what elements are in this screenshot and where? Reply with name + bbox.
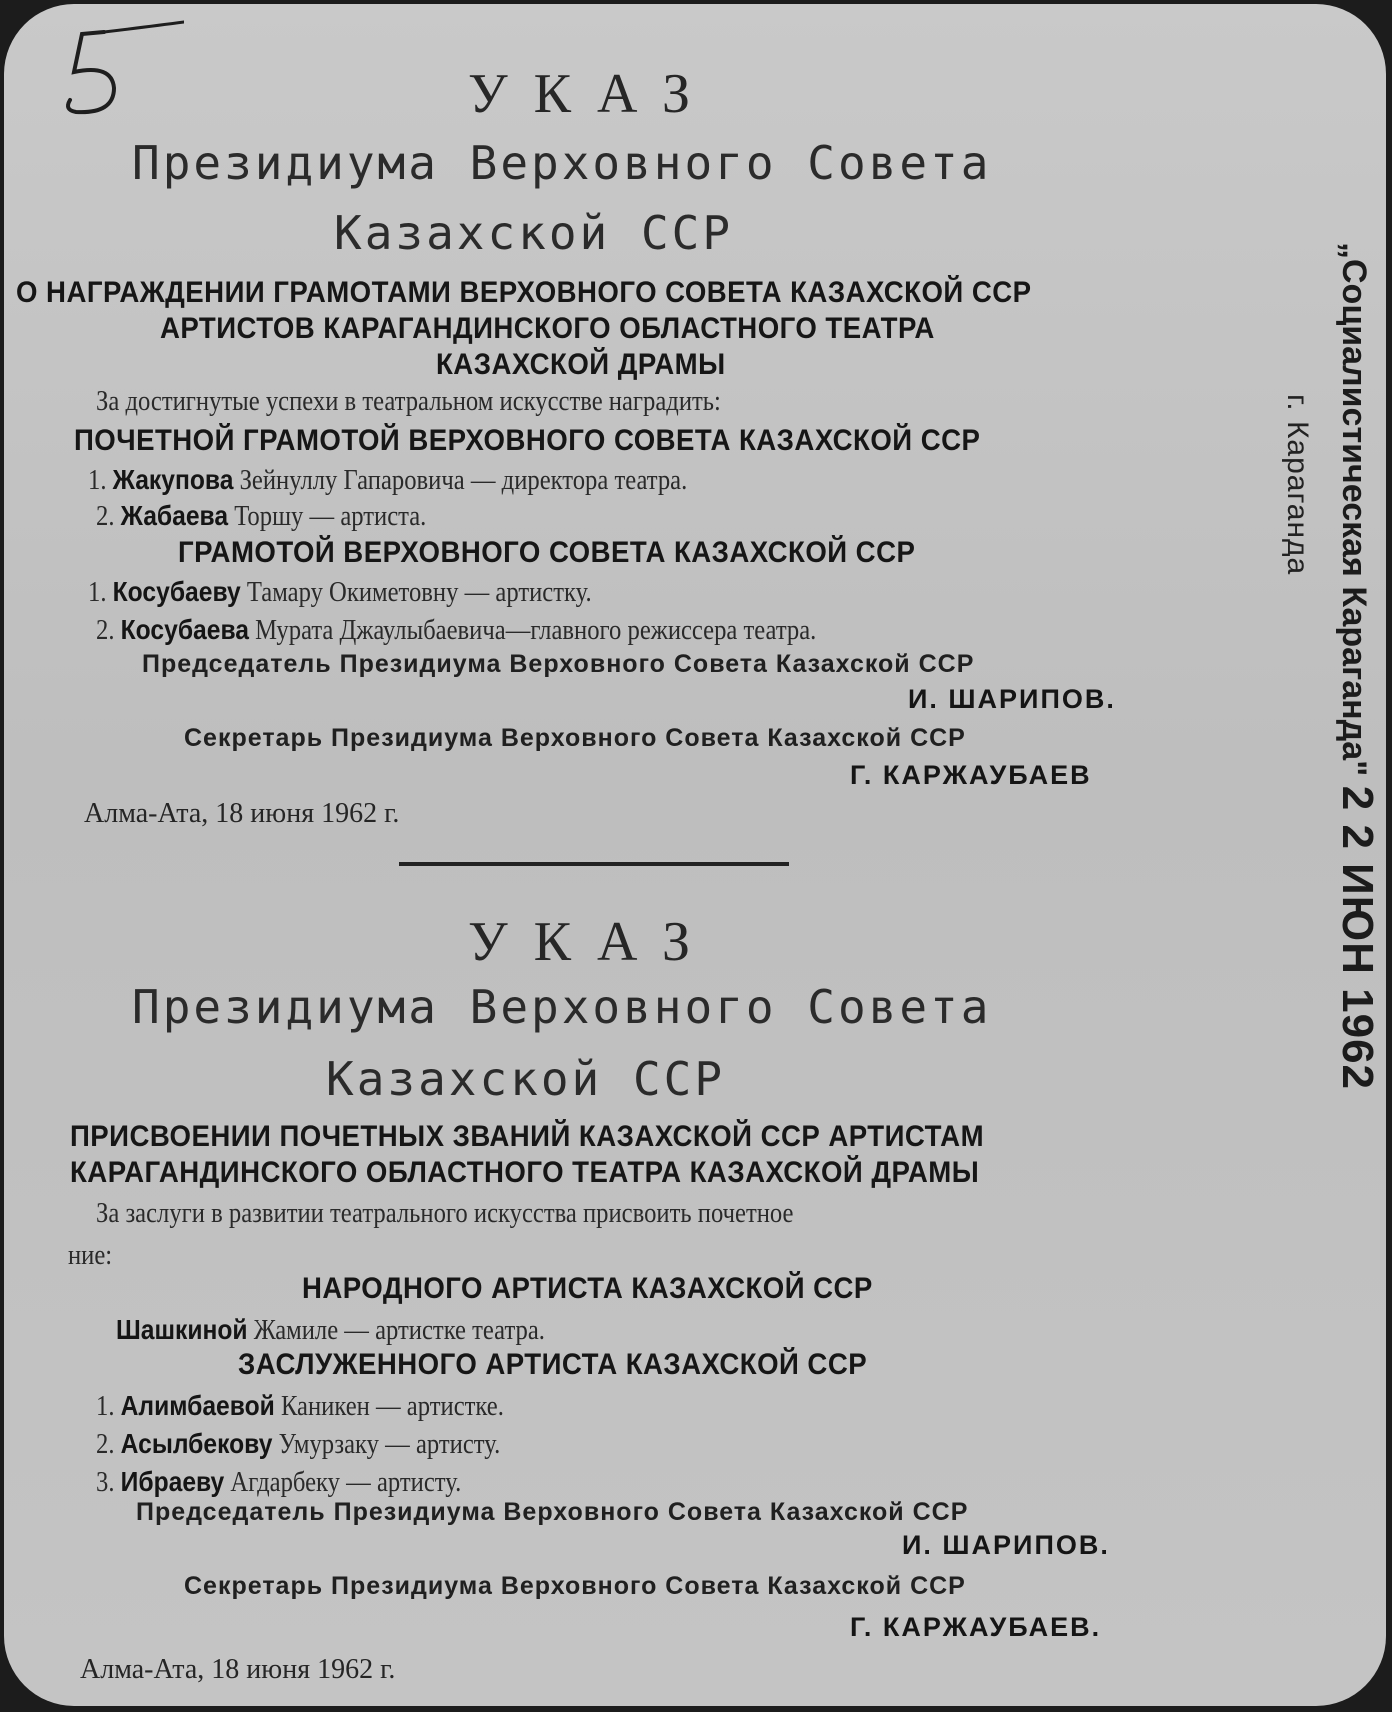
decree1-issuer-line1: Президиума Верховного Совета [132,136,992,190]
decree1-chairman-name: И. ШАРИПОВ. [908,684,1116,714]
decree1-award1-heading: ПОЧЕТНОЙ ГРАМОТОЙ ВЕРХОВНОГО СОВЕТА КАЗАХСКОЙ ССР [74,424,981,457]
decree2-subject-line1: ПРИСВОЕНИИ ПОЧЕТНЫХ ЗВАНИЙ КАЗАХСКОЙ ССР АРТИСТАМ [70,1120,985,1153]
decree2-title1-item: Шашкиной Жамиле — артистке театра. [116,1314,545,1346]
decree1-issuer-line2: Казахской ССР [334,206,734,260]
decree1-subject-line3: КАЗАХСКОЙ ДРАМЫ [436,348,726,381]
decree1-secretary-title: Секретарь Президиума Верховного Совета Казахской ССР [184,724,966,752]
decree2-place-date: Алма-Ата, 18 июня 1962 г. [80,1654,396,1685]
decree1-secretary-name: Г. КАРЖАУБАЕВ [850,760,1092,790]
decree2-title2-item: 2. Асылбекову Умурзаку — артисту. [96,1428,501,1460]
decree2-chairman-title: Председатель Президиума Верховного Совета Казахской ССР [136,1498,969,1526]
decree2-secretary-title: Секретарь Президиума Верховного Совета Казахской ССР [184,1572,966,1600]
decree1-subject-line1: О НАГРАЖДЕНИИ ГРАМОТАМИ ВЕРХОВНОГО СОВЕТА КАЗАХСКОЙ ССР [16,276,1032,309]
decree2-title1-heading: НАРОДНОГО АРТИСТА КАЗАХСКОЙ ССР [302,1272,873,1305]
decree1-place-date: Алма-Ата, 18 июня 1962 г. [84,798,400,829]
date-stamp: 2 2 ИЮН 1962 [1333,785,1382,1091]
decree2-intro-line1: За заслуги в развитии театрального искусства присвоить почетное [96,1198,794,1229]
decree2-issuer-line2: Казахской ССР [326,1052,726,1106]
decree2-secretary-name: Г. КАРЖАУБАЕВ. [850,1612,1102,1642]
decree2-intro-line2: ние: [68,1240,113,1271]
section-divider [399,862,789,866]
decree1-chairman-title: Председатель Президиума Верховного Совета Казахской ССР [142,650,975,678]
newspaper-title: „Социалистическая Караганда" [1335,242,1373,777]
handwritten-number-mark [34,14,184,124]
decree2-title2-item: 3. Ибраеву Агдарбеку — артисту. [96,1466,462,1498]
decree1-subject-line2: АРТИСТОВ КАРАГАНДИНСКОГО ОБЛАСТНОГО ТЕАТРА [160,312,935,345]
decree1-award1-item: 2. Жабаева Торшу — артиста. [96,500,427,532]
decree2-chairman-name: И. ШАРИПОВ. [902,1530,1110,1560]
newspaper-source-stamp [1332,242,1382,1090]
newspaper-city: г. Караганда [1281,394,1314,576]
decree1-award1-item: 1. Жакупова Зейнуллу Гапаровича — директора театра. [88,464,688,496]
decree2-title2-heading: ЗАСЛУЖЕННОГО АРТИСТА КАЗАХСКОЙ ССР [238,1348,868,1381]
decree2-title: УКАЗ [468,911,717,973]
decree1-award2-heading: ГРАМОТОЙ ВЕРХОВНОГО СОВЕТА КАЗАХСКОЙ ССР [178,536,916,569]
decree2-issuer-line1: Президиума Верховного Совета [132,980,992,1034]
decree1-award2-item: 2. Косубаева Мурата Джаулыбаевича—главного режиссера театра. [96,614,817,646]
decree1-title: УКАЗ [468,63,717,125]
decree2-title2-item: 1. Алимбаевой Каникен — артистке. [96,1390,504,1422]
decree2-subject-line2: КАРАГАНДИНСКОГО ОБЛАСТНОГО ТЕАТРА КАЗАХСКОЙ ДРАМЫ [70,1156,980,1189]
newspaper-clipping [4,4,1386,1706]
decree1-award2-item: 1. Косубаеву Тамару Окиметовну — артистку. [88,576,592,608]
decree1-intro: За достигнутые успехи в театральном искусстве наградить: [96,386,721,417]
